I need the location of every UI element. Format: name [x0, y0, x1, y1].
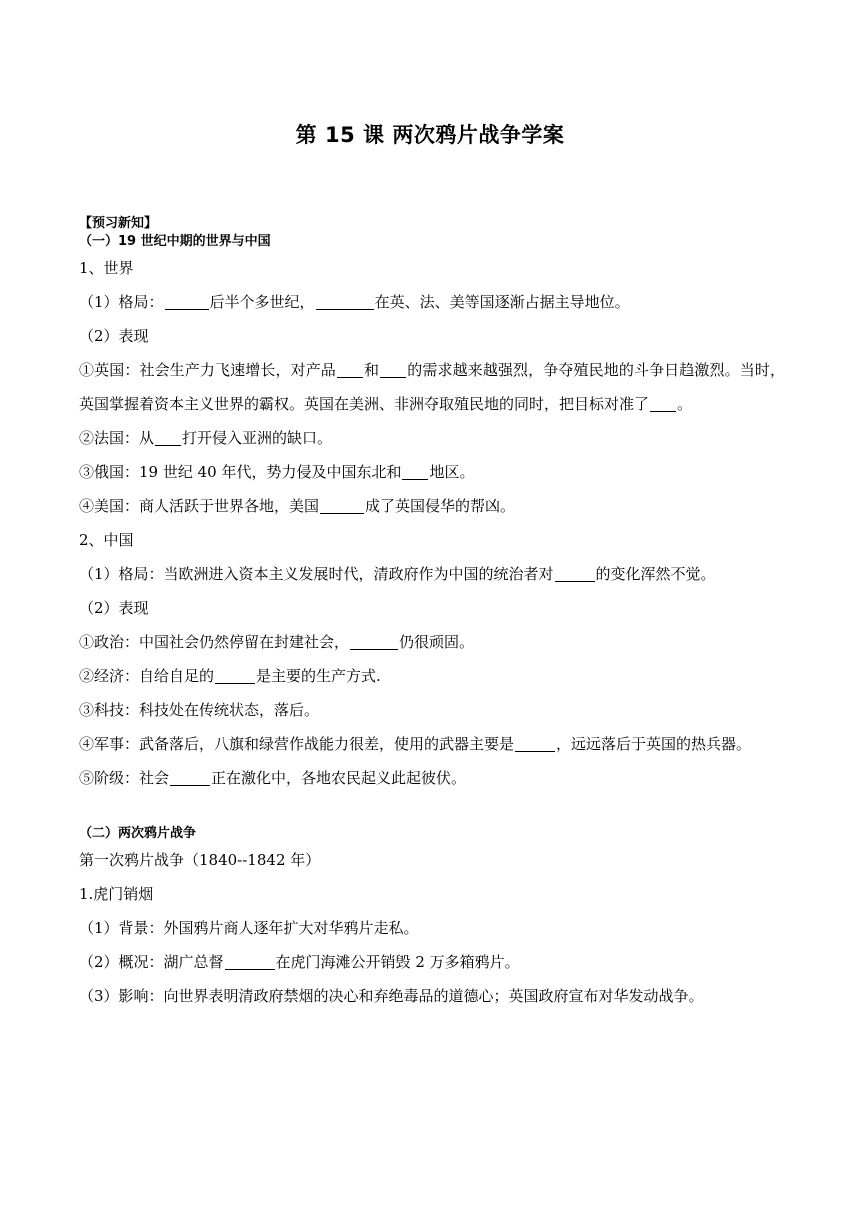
fill-blank[interactable]	[555, 565, 595, 582]
humen-label: 1.虎门销烟	[79, 885, 154, 903]
fill-blank[interactable]	[337, 361, 363, 378]
fill-blank[interactable]	[316, 293, 374, 310]
section-1-heading: （一）19 世纪中期的世界与中国	[79, 234, 271, 249]
fill-blank[interactable]	[215, 667, 255, 684]
first-opium-war-line: 第一次鸦片战争（1840--1842 年）	[79, 851, 321, 869]
military-paragraph: ④军事：武备落后，八旗和绿营作战能力很差，使用的武器主要是 ，远远落后于英国的热兵器。	[79, 735, 752, 753]
class-line: ⑤阶级：社会 正在激化中，各地农民起义此起彼伏。	[79, 769, 467, 787]
fill-blank[interactable]	[170, 769, 210, 786]
world-pattern-line: （1）格局： 后半个多世纪， 在英、法、美等国逐渐占据主导地位。	[79, 293, 630, 311]
fill-blank[interactable]	[320, 497, 364, 514]
influence-line: （3）影响：向世界表明清政府禁烟的决心和弃绝毒品的道德心；英国政府宣布对华发动战争。	[79, 987, 704, 1005]
document-body	[79, 215, 785, 1013]
fill-blank[interactable]	[225, 953, 275, 970]
background-line: （1）背景：外国鸦片商人逐年扩大对华鸦片走私。	[79, 919, 419, 937]
france-line: ②法国：从 打开侵入亚洲的缺口。	[79, 429, 333, 447]
fill-blank[interactable]	[650, 395, 676, 412]
section-2-heading: （二）两次鸦片战争	[79, 826, 197, 841]
china-pattern-line: （1）格局：当欧洲进入资本主义发展时代，清政府作为中国的统治者对 的变化浑然不觉。	[79, 565, 716, 583]
usa-line: ④美国：商人活跃于世界各地，美国 成了英国侵华的帮凶。	[79, 497, 516, 515]
russia-line: ③俄国：19 世纪 40 年代，势力侵及中国东北和 地区。	[79, 463, 475, 481]
world-manifest-label: （2）表现	[79, 327, 149, 345]
technology-line: ③科技：科技处在传统状态，落后。	[79, 701, 320, 719]
fill-blank[interactable]	[165, 293, 209, 310]
uk-paragraph: ①英国：社会生产力飞速增长，对产品 和 的需求越来越强烈，争夺殖民地的斗争日趋激烈。当时，英国掌握着资本主义世界的霸权。英国在美洲、非洲夺取殖民地的同时，把目标对准了 。	[79, 361, 785, 413]
fill-blank[interactable]	[155, 429, 181, 446]
preview-heading: 【预习新知】	[79, 216, 158, 231]
overview-line: （2）概况：湖广总督 在虎门海滩公开销毁 2 万多箱鸦片。	[79, 953, 520, 971]
world-label: 1、世界	[79, 259, 134, 277]
fill-blank[interactable]	[350, 633, 398, 650]
china-label: 2、中国	[79, 531, 134, 549]
china-manifest-label: （2）表现	[79, 599, 149, 617]
economy-line: ②经济：自给自足的 是主要的生产方式.	[79, 667, 381, 685]
page-title: 第 15 课 两次鸦片战争学案	[295, 123, 565, 147]
fill-blank[interactable]	[402, 463, 428, 480]
fill-blank[interactable]	[380, 361, 406, 378]
fill-blank[interactable]	[515, 735, 555, 752]
politics-line: ①政治：中国社会仍然停留在封建社会， 仍很顽固。	[79, 633, 475, 651]
